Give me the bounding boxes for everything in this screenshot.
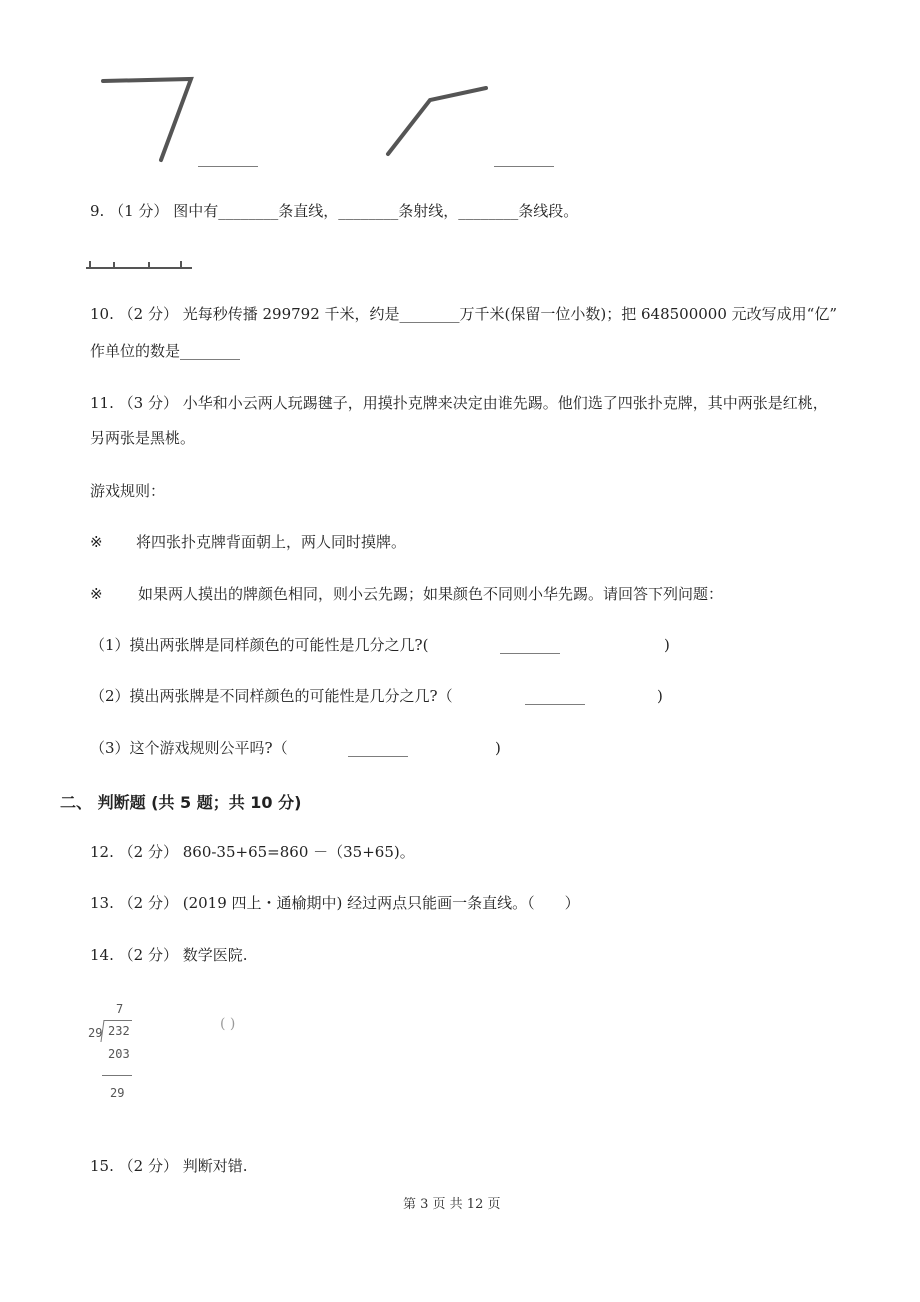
rule-1-mark: ※ [90, 533, 103, 551]
rule-1: 将四张扑克牌背面朝上，两人同时摸牌。 [136, 533, 407, 551]
sub-question-3-blank: ________ [348, 739, 408, 757]
segment-figure [84, 258, 199, 272]
question-text: (2019 四上・通榆期中) 经过两点只能画一条直线。（ ） [182, 894, 580, 912]
rule-2: 如果两人摸出的牌颜色相同，则小云先踢；如果颜色不同则小华先踢。请回答下列问题： [138, 585, 724, 603]
question-score: （3 分） [118, 394, 178, 412]
question-9 [90, 201, 578, 221]
division-product: 203 [108, 1047, 130, 1061]
question-11 [90, 393, 828, 413]
question-11-line2: 另两张是黑桃。 [90, 429, 196, 447]
question-score: （2 分） [118, 894, 178, 912]
sub-question-1-blank: ________ [500, 636, 560, 654]
question-number: 13. [90, 894, 114, 912]
long-division-figure [86, 1002, 136, 1120]
question-number: 14. [90, 946, 114, 964]
question-text: 图中有________条直线，________条射线，________条线段。 [173, 202, 579, 220]
question-text: 数学医院. [182, 946, 248, 964]
question-number: 10. [90, 305, 114, 323]
question-15 [90, 1156, 248, 1176]
sub-question-2: （2）摸出两张牌是不同样颜色的可能性是几分之几?（ [90, 687, 453, 705]
rules-title: 游戏规则： [90, 482, 166, 500]
question-number: 12. [90, 843, 114, 861]
question-number: 15. [90, 1157, 114, 1175]
sub-question-3-close: ) [495, 739, 501, 757]
sub-question-1-close: ) [664, 636, 670, 654]
division-remainder: 29 [110, 1086, 125, 1100]
division-quotient: 7 [116, 1002, 124, 1016]
question-text: 小华和小云两人玩踢毽子，用摸扑克牌来决定由谁先踢。他们选了四张扑克牌，其中两张是红桃， [182, 394, 828, 412]
figure-blank-2: ________ [494, 149, 554, 167]
question-score: （2 分） [118, 946, 178, 964]
angle-figure-left [95, 70, 205, 165]
question-14 [90, 945, 248, 965]
question-score: （2 分） [118, 843, 178, 861]
question-text: 判断对错. [182, 1157, 248, 1175]
division-divisor: 29 [88, 1026, 103, 1040]
division-dividend: 232 [108, 1024, 130, 1038]
question-text: 860-35+65=860 －（35+65)。 [182, 843, 415, 861]
question-score: （2 分） [118, 305, 178, 323]
question-10 [90, 304, 837, 324]
question-12 [90, 842, 415, 862]
question-text: 光每秒传播 299792 千米，约是________万千米(保留一位小数)；把 648500000 元改写成用“亿” [182, 305, 838, 323]
bent-line-figure [380, 80, 495, 160]
section-2-heading: 二、 判断题 (共 5 题；共 10 分) [60, 793, 302, 812]
answer-paren: ( ) [220, 1016, 236, 1032]
question-13 [90, 893, 580, 913]
sub-question-2-close: ) [657, 687, 663, 705]
sub-question-3: （3）这个游戏规则公平吗?（ [90, 739, 288, 757]
figure-blank-1: ________ [198, 149, 258, 167]
page-footer: 第 3 页 共 12 页 [403, 1197, 501, 1212]
question-number: 9. [90, 202, 105, 220]
question-score: （2 分） [118, 1157, 178, 1175]
question-score: （1 分） [109, 202, 169, 220]
division-bar [104, 1020, 132, 1021]
question-number: 11. [90, 394, 114, 412]
sub-question-2-blank: ________ [525, 687, 585, 705]
sub-question-1: （1）摸出两张牌是同样颜色的可能性是几分之几?( [90, 636, 429, 654]
division-line [102, 1075, 132, 1076]
rule-2-mark: ※ [90, 585, 103, 603]
question-10-line2: 作单位的数是________ [90, 342, 241, 360]
